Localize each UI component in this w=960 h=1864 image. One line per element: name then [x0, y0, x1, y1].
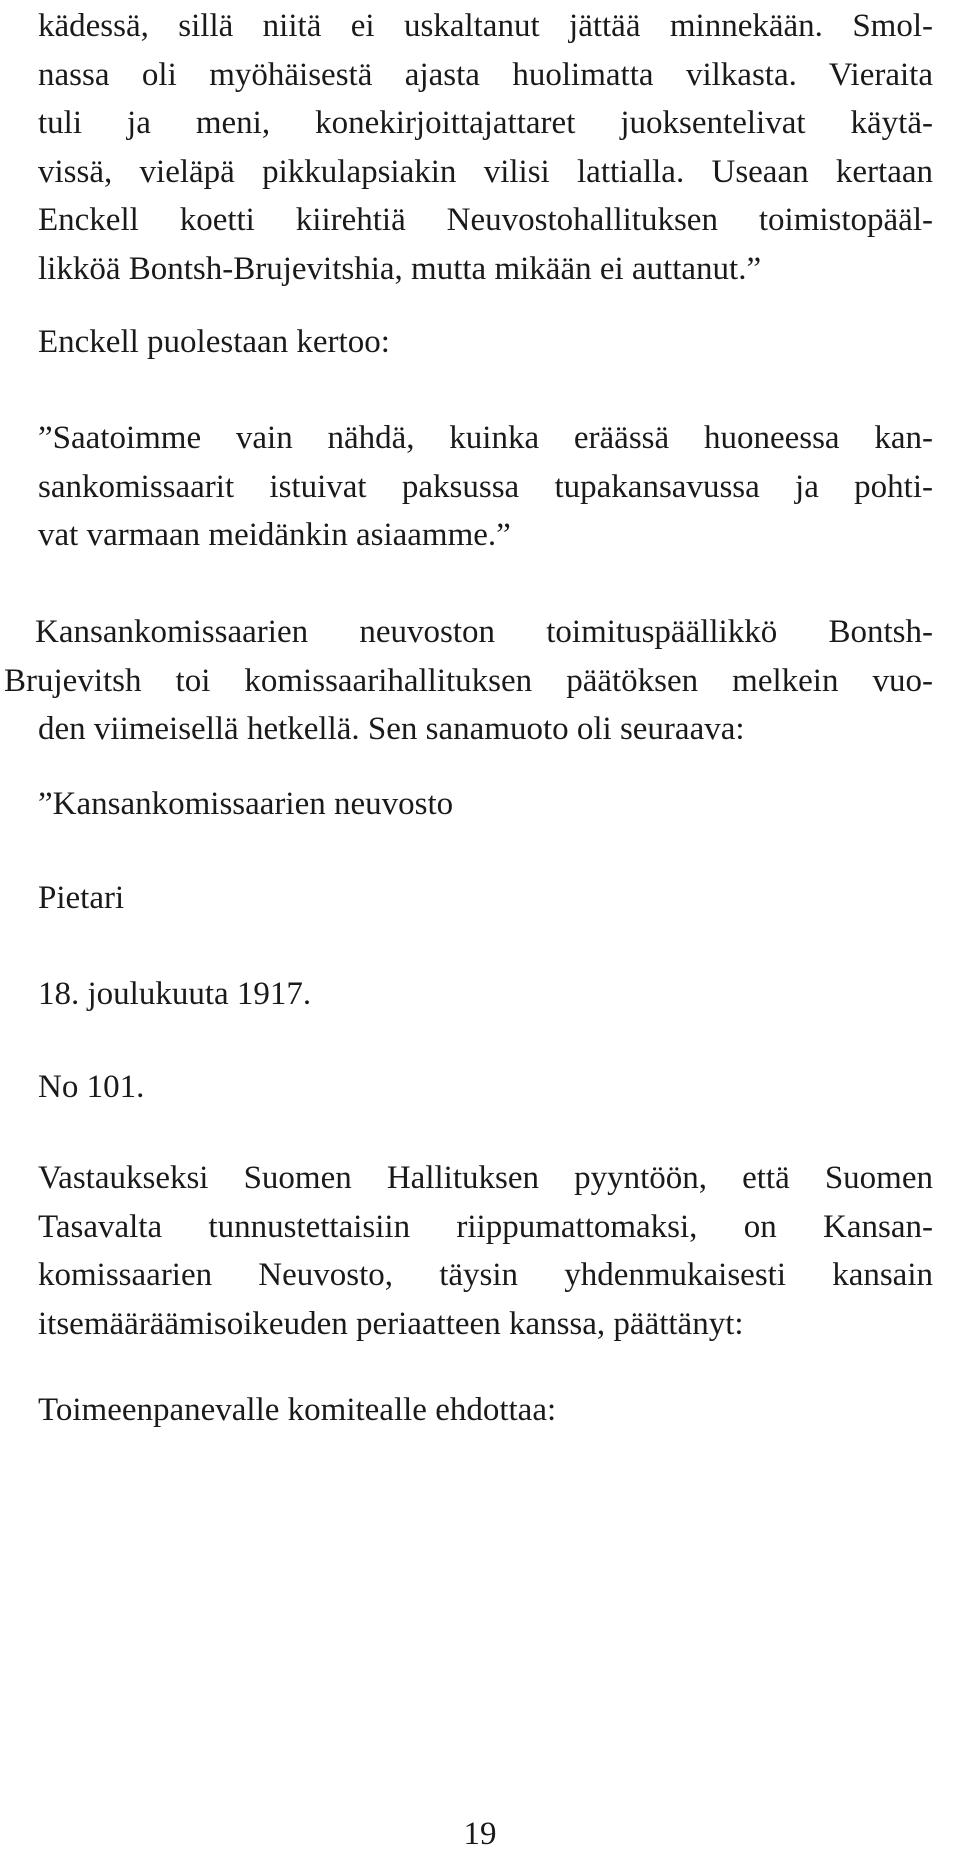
decree-place: [38, 874, 124, 922]
text-line: sankomissaarit istuivat paksussa tupakansavussa ja pohti-: [38, 468, 933, 505]
text-line: ”Saatoimme vain nähdä, kuinka eräässä huoneessa kan-: [38, 420, 933, 456]
text-line: kädessä, sillä niitä ei uskaltanut jättää minnekään. Smol-: [38, 8, 933, 44]
text-line: 18. joulukuuta 1917.: [38, 976, 312, 1012]
decree-heading: [38, 780, 453, 828]
text-line: itsemääräämisoikeuden periaatteen kanssa, päättänyt:: [38, 1305, 744, 1342]
text-line: Vastaukseksi Suomen Hallituksen pyyntöön, että Suomen: [38, 1160, 933, 1196]
text-line: vat varmaan meidänkin asiaamme.”: [38, 517, 511, 553]
paragraph-enckell-says: [38, 318, 390, 366]
text-line: ”Kansankomissaarien neuvosto: [38, 786, 454, 822]
text-line: likköä Bontsh-Brujevitshia, mutta mikään ei auttanut.”: [38, 250, 762, 287]
text-line: Tasavalta tunnustettaisiin riippumattomaksi, on Kansan-: [38, 1208, 933, 1245]
decree-number: [38, 1063, 144, 1111]
paragraph-decree-body: [38, 1154, 933, 1348]
text-line: nassa oli myöhäisestä ajasta huolimatta vilkasta. Vieraita: [38, 56, 933, 93]
decree-date: [38, 970, 311, 1018]
text-line: No 101.: [38, 1069, 145, 1105]
page-number: 19: [463, 1816, 497, 1852]
paragraph-decision-delivered: [4, 608, 933, 754]
text-line: Enckell koetti kiirehtiä Neuvostohallituksen toimistopääl-: [38, 202, 933, 238]
text-line: Pietari: [38, 880, 125, 916]
paragraph-proposal: [38, 1386, 556, 1434]
text-line: komissaarien Neuvosto, täysin yhdenmukaisesti kansain: [38, 1257, 933, 1293]
text-line: Brujevitsh toi komissaarihallituksen päätöksen melkein vuo-: [4, 662, 933, 699]
text-line: den viimeisellä hetkellä. Sen sanamuoto oli seuraava:: [38, 711, 745, 747]
text-line: Kansankomissaarien neuvoston toimituspäällikkö Bontsh-: [35, 614, 933, 650]
text-line: vissä, vieläpä pikkulapsiakin vilisi lattialla. Useaan kertaan: [38, 153, 933, 190]
text-line: tuli ja meni, konekirjoittajattaret juoksentelivat käytä-: [38, 105, 933, 141]
text-line: Enckell puolestaan kertoo:: [38, 324, 390, 360]
text-line: Toimeenpanevalle komitealle ehdottaa:: [38, 1392, 557, 1428]
paragraph-quote-commissars: [38, 414, 933, 560]
paragraph-smolna-visit: [38, 2, 933, 293]
